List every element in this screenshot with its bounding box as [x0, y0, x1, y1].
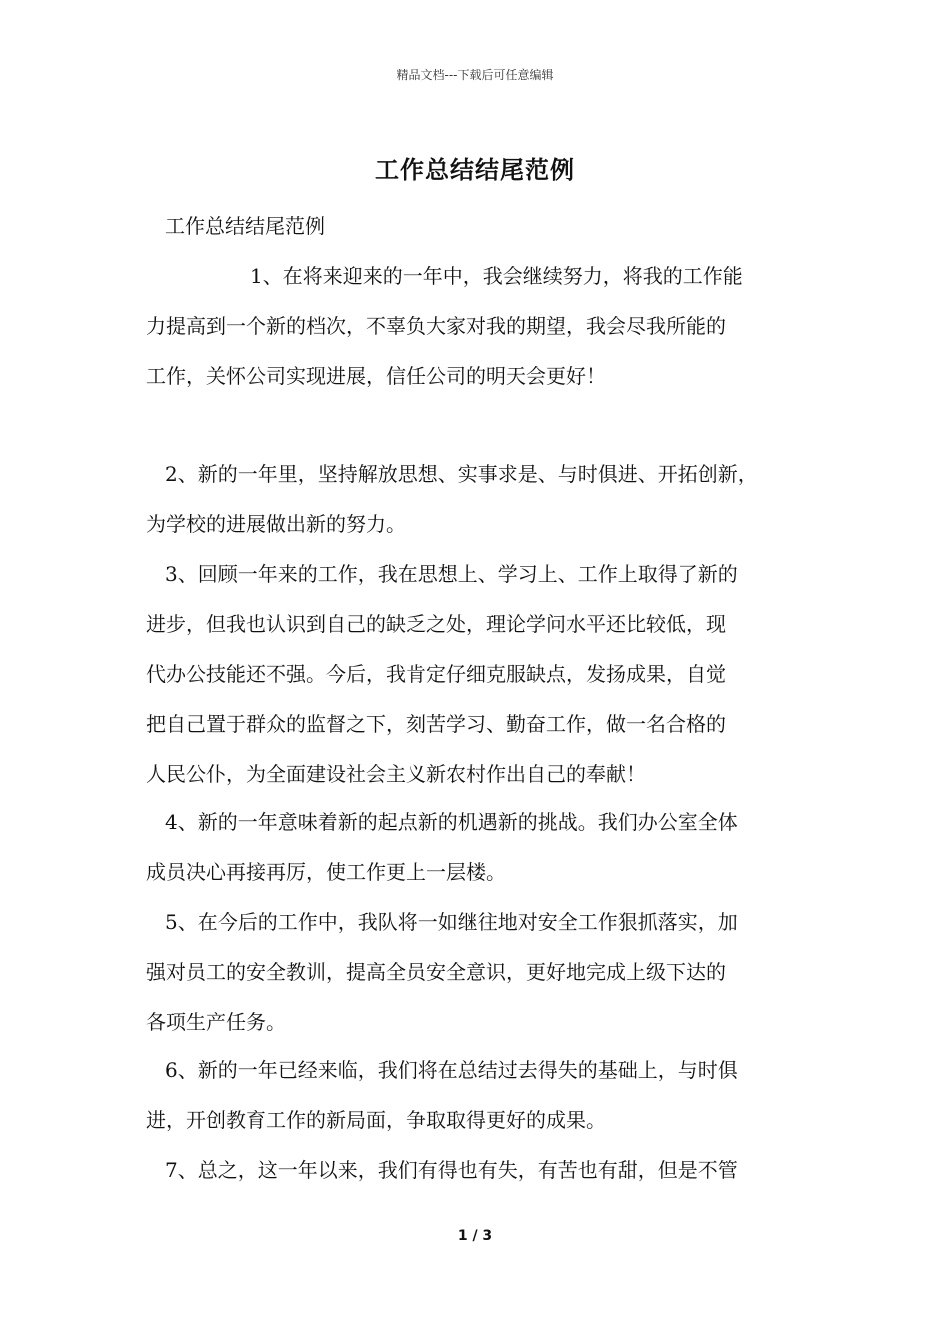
body-line: 7、总之，这一年以来，我们有得也有失，有苦也有甜，但是不管 [165, 1158, 738, 1182]
body-line: 人民公仆，为全面建设社会主义新农村作出自己的奉献！ [146, 762, 646, 786]
document-subtitle: 工作总结结尾范例 [165, 214, 325, 238]
document-title: 工作总结结尾范例 [375, 155, 575, 184]
page-number: 1 / 3 [457, 1228, 493, 1244]
body-line: 各项生产任务。 [146, 1010, 286, 1034]
body-line: 进步，但我也认识到自己的缺乏之处，理论学问水平还比较低，现 [146, 612, 726, 636]
body-line: 3、回顾一年来的工作，我在思想上、学习上、工作上取得了新的 [165, 562, 738, 586]
body-line: 代办公技能还不强。今后，我肯定仔细克服缺点，发扬成果，自觉 [146, 662, 726, 686]
body-line: 把自己置于群众的监督之下，刻苦学习、勤奋工作，做一名合格的 [146, 712, 726, 736]
body-line: 为学校的进展做出新的努力。 [146, 512, 406, 536]
body-line: 工作，关怀公司实现进展，信任公司的明天会更好！ [146, 364, 606, 388]
body-line: 1、在将来迎来的一年中，我会继续努力，将我的工作能 [250, 264, 743, 288]
body-line: 2、新的一年里，坚持解放思想、实事求是、与时俱进、开拓创新， [165, 462, 758, 486]
body-line: 成员决心再接再厉，使工作更上一层楼。 [146, 860, 506, 884]
body-line: 力提高到一个新的档次，不辜负大家对我的期望，我会尽我所能的 [146, 314, 726, 338]
body-line: 4、新的一年意味着新的起点新的机遇新的挑战。我们办公室全体 [165, 810, 738, 834]
body-line: 6、新的一年已经来临，我们将在总结过去得失的基础上，与时俱 [165, 1058, 738, 1082]
body-line: 进，开创教育工作的新局面，争取取得更好的成果。 [146, 1108, 606, 1132]
body-line: 强对员工的安全教训，提高全员安全意识，更好地完成上级下达的 [146, 960, 726, 984]
page-header: 精品文档---下载后可任意编辑 [396, 68, 554, 82]
body-line: 5、在今后的工作中，我队将一如继往地对安全工作狠抓落实，加 [165, 910, 738, 934]
